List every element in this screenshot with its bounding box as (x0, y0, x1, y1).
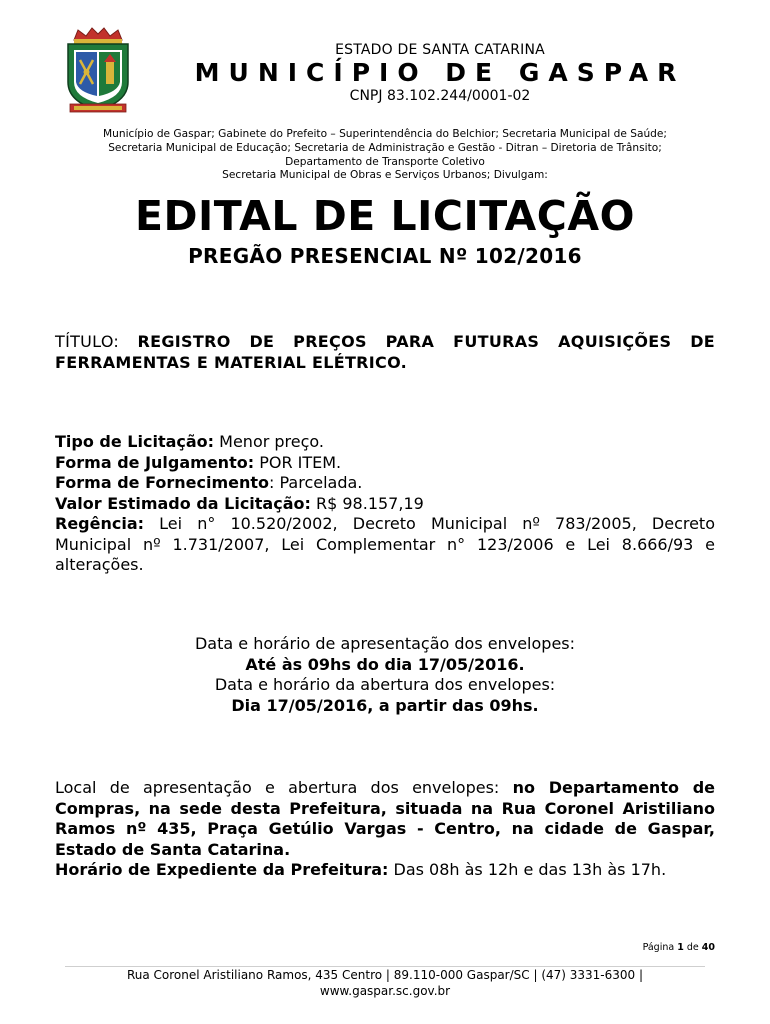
page-number (643, 942, 715, 953)
julgamento-value: POR ITEM. (254, 452, 342, 472)
valor-line (55, 494, 715, 515)
document-title: EDITAL DE LICITAÇÃO (135, 192, 635, 240)
fornecimento-line (55, 473, 715, 494)
header-state: ESTADO DE SANTA CATARINA (335, 42, 545, 58)
page-of: de (683, 942, 702, 953)
tipo-value: Menor preço. (214, 432, 325, 451)
agencies-line: Departamento de Transporte Coletivo (285, 155, 485, 168)
header-municipality: MUNICÍPIO DE GASPAR (194, 58, 686, 87)
presentation-label: Data e horário de apresentação dos envelopes: (194, 634, 576, 653)
bid-info (55, 432, 715, 576)
document-subtitle: PREGÃO PRESENCIAL Nº 102/2016 (188, 244, 582, 268)
header-cnpj: CNPJ 83.102.244/0001-02 (349, 88, 531, 104)
agencies-line: Secretaria Municipal de Obras e Serviços Urbanos; Divulgam: (222, 169, 548, 182)
valor-value: R$ 98.157,19 (310, 493, 424, 513)
opening-value: Dia 17/05/2016, a partir das 09hs. (231, 695, 539, 715)
tipo-line (55, 432, 715, 453)
opening-label: Data e horário da abertura dos envelopes: (214, 675, 556, 694)
hours-label: Horário de Expediente da Prefeitura: (55, 860, 389, 879)
page-prefix: Página (642, 942, 678, 953)
regencia-value: Lei n° 10.520/2002, Decreto Municipal nº 783/2005, Decreto Municipal nº 1.731/2007, Lei Complementar n° 123/2006 e Lei 8.666/93 e alterações. (55, 514, 715, 574)
regencia-label: Regência: (55, 514, 145, 533)
footer (60, 968, 710, 999)
agencies-line: Secretaria Municipal de Educação; Secretaria de Administração e Gestão - Ditran – Diretoria de Trânsito; (108, 141, 662, 154)
agencies-list (50, 128, 720, 183)
local-paragraph (55, 778, 715, 860)
regencia-line (55, 514, 715, 576)
julgamento-line (55, 453, 715, 474)
hours-paragraph (55, 860, 715, 881)
fornecimento-value: : Parcelada. (269, 473, 363, 492)
footer-website: www.gaspar.sc.gov.br (319, 983, 451, 998)
footer-address: Rua Coronel Aristiliano Ramos, 435 Centro | 89.110-000 Gaspar/SC | (47) 3331-6300 | (126, 968, 644, 982)
dates-block (55, 634, 715, 716)
hours-value: Das 08h às 12h e das 13h às 17h. (388, 860, 667, 879)
footer-divider (65, 966, 705, 967)
fornecimento-label: Forma de Fornecimento (55, 473, 270, 492)
local-label: Local de apresentação e abertura dos envelopes: (55, 778, 513, 797)
presentation-value: Até às 09hs do dia 17/05/2016. (245, 654, 525, 674)
coat-of-arms-icon (60, 26, 136, 114)
object-text: REGISTRO DE PREÇOS PARA FUTURAS AQUISIÇÕES DE FERRAMENTAS E MATERIAL ELÉTRICO. (55, 332, 715, 372)
object-paragraph (55, 332, 715, 373)
page-current: 1 (677, 942, 684, 953)
agencies-line: Município de Gaspar; Gabinete do Prefeito – Superintendência do Belchior; Secretaria Municipal de Saúde; (103, 128, 667, 140)
valor-label: Valor Estimado da Licitação: (55, 493, 311, 513)
local-block (55, 778, 715, 881)
page-total: 40 (701, 942, 715, 953)
object-label: TÍTULO: (55, 332, 120, 351)
julgamento-label: Forma de Julgamento: (55, 452, 255, 472)
local-value: no Departamento de Compras, na sede desta Prefeitura, situada na Rua Coronel Aristiliano Ramos nº 435, Praça Getúlio Vargas - Centro, na cidade de Gaspar, Estado de Santa Catarina. (55, 778, 715, 859)
tipo-label: Tipo de Licitação: (55, 432, 215, 451)
